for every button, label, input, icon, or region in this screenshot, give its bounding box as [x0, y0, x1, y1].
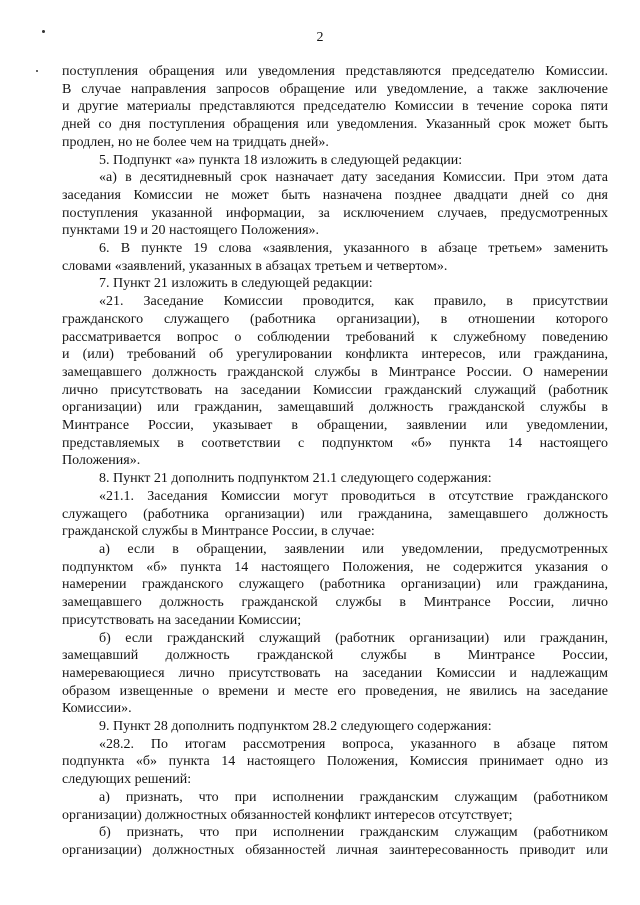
text-line: подпункта «б» пункта 14 настоящего Положения, Комиссия принимает одно из: [62, 754, 608, 770]
text-line: пунктами 19 и 20 настоящего Положения».: [62, 223, 320, 239]
text-line: замещавшего должность гражданской службы в Минтрансе России, лично: [62, 595, 608, 611]
document-body: [62, 63, 608, 860]
text-line: организации) должностных обязанностей личная заинтересованность приводит или: [62, 842, 608, 858]
text-line: организации) или гражданин, замещавший должность гражданской службы в: [62, 400, 608, 416]
text-line: гражданской службы в Минтрансе России, в случае:: [62, 524, 375, 540]
page-number: 2: [316, 30, 324, 45]
scan-speck: [36, 70, 38, 72]
text-line: Комиссии».: [62, 701, 132, 717]
text-line: лично присутствовать на заседании Комиссии гражданский служащий (работник: [62, 382, 608, 398]
text-line: словами «заявлений, указанных в абзацах третьем и четвертом».: [62, 258, 448, 274]
text-line: «21. Заседание Комиссии проводится, как правило, в присутствии: [99, 294, 608, 310]
text-line: «21.1. Заседания Комиссии могут проводиться в отсутствие гражданского: [99, 488, 608, 504]
scan-speck: [42, 30, 45, 33]
text-line: намерении гражданского служащего (работника организации) или гражданина,: [62, 577, 608, 593]
text-line: гражданского служащего (работника организации), в отношении которого: [62, 311, 608, 327]
text-line: рассматривается вопрос о соблюдении требований к служебному поведению: [62, 329, 608, 345]
text-line: организации) должностных обязанностей конфликт интересов отсутствует;: [62, 807, 513, 823]
text-line: 9. Пункт 28 дополнить подпунктом 28.2 следующего содержания:: [99, 719, 492, 735]
text-line: замещавшего должность гражданской службы в Минтрансе России. О намерении: [62, 364, 608, 380]
text-line: присутствовать на заседании Комиссии;: [62, 612, 302, 628]
text-line: намеревающиеся лично присутствовать на заседании Комиссии и надлежащим: [62, 665, 608, 681]
text-line: Положения».: [62, 453, 141, 469]
text-line: следующих решений:: [62, 772, 192, 788]
text-line: Минтрансе России, указывает в обращении, заявлении или уведомлении,: [62, 418, 608, 434]
text-line: представляемых в соответствии с подпунктом «б» пункта 14 настоящего: [62, 435, 608, 451]
text-line: 8. Пункт 21 дополнить подпунктом 21.1 следующего содержания:: [99, 471, 492, 487]
text-line: образом извещенные о времени и месте его проведения, не явились на заседание: [62, 683, 608, 699]
text-line: В случае направления запросов обращение или уведомление, а также заключение: [62, 81, 608, 97]
text-line: 6. В пункте 19 слова «заявления, указанного в абзаце третьем» заменить: [99, 241, 608, 257]
text-line: служащего (работника организации) или гражданина, замещавшего должность: [62, 506, 608, 522]
text-line: поступления указанной информации, за исключением случаев, предусмотренных: [62, 205, 608, 221]
text-line: «28.2. По итогам рассмотрения вопроса, указанного в абзаце пятом: [99, 736, 608, 752]
text-line: «а) в десятидневный срок назначает дату заседания Комиссии. При этом дата: [99, 170, 608, 186]
text-line: подпунктом «б» пункта 14 настоящего Положения, не содержится указания о: [62, 559, 608, 575]
text-line: а) признать, что при исполнении гражданским служащим (работником: [99, 789, 608, 805]
text-line: поступления обращения или уведомления представляются председателю Комиссии.: [62, 64, 608, 79]
text-line: и другие материалы представляются председателю Комиссии в течение сорока пяти: [62, 99, 608, 115]
text-line: и (или) требований об урегулировании конфликта интересов, или гражданина,: [62, 347, 608, 363]
text-line: 7. Пункт 21 изложить в следующей редакции:: [99, 276, 373, 292]
text-line: б) если гражданский служащий (работник организации) или гражданин,: [99, 630, 608, 646]
text-line: б) признать, что при исполнении гражданским служащим (работником: [99, 825, 608, 841]
text-line: заседания Комиссии не может быть назначена позднее двадцати дней со дня: [62, 187, 608, 203]
text-line: продлен, но не более чем на тридцать дней».: [62, 134, 329, 150]
text-line: 5. Подпункт «а» пункта 18 изложить в следующей редакции:: [99, 152, 463, 168]
text-line: дней со дня поступления обращения или уведомления. Указанный срок может быть: [62, 117, 608, 133]
text-line: а) если в обращении, заявлении или уведомлении, предусмотренных: [99, 541, 608, 557]
text-line: замещавший должность гражданской службы в Минтрансе России,: [62, 648, 608, 664]
